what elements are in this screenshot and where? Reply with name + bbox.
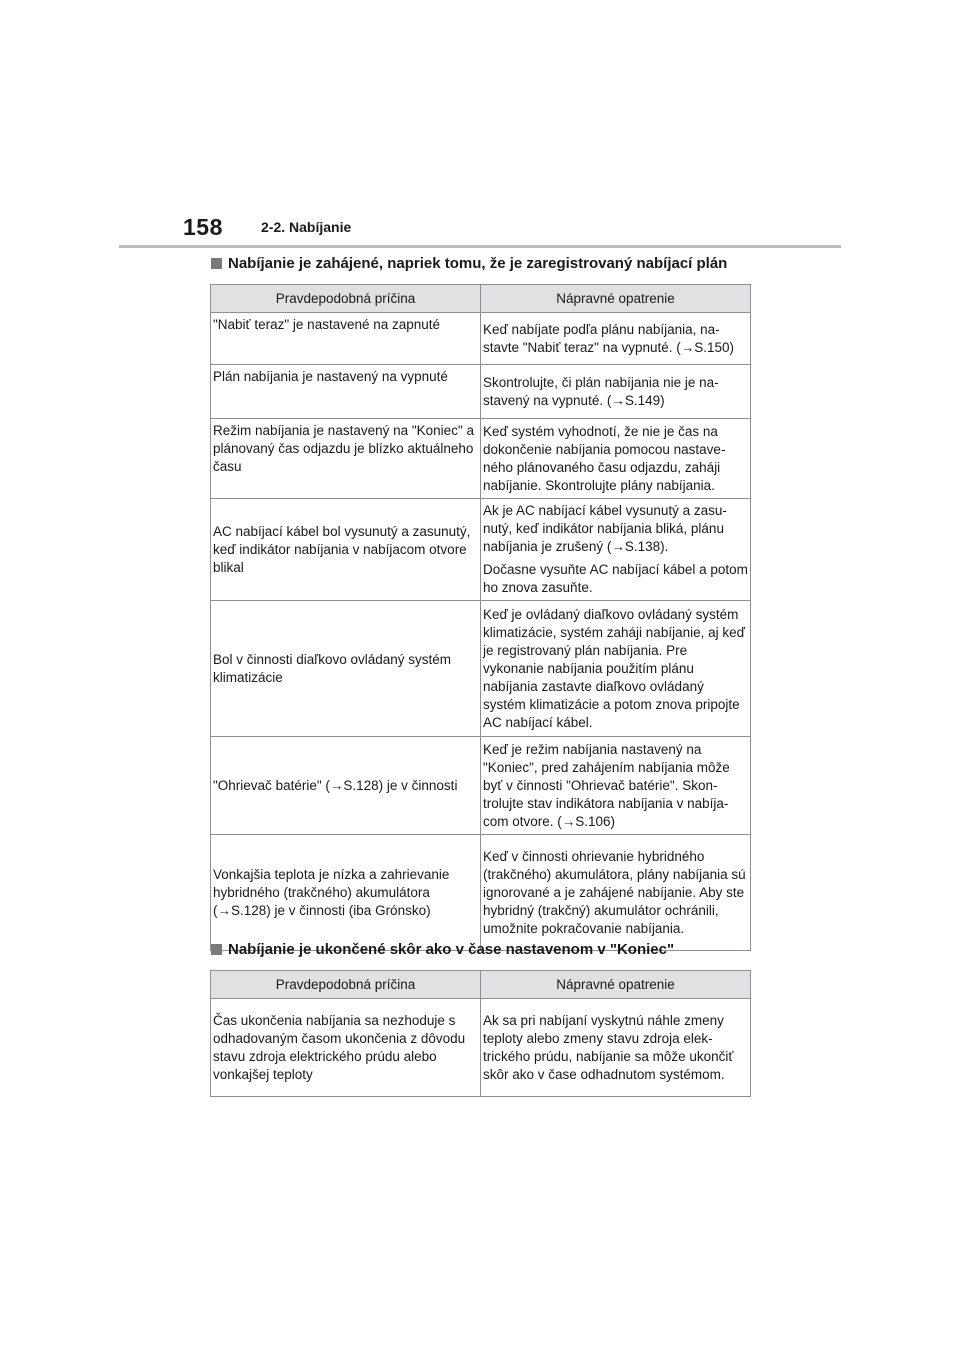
table-row [211, 313, 751, 365]
table-header-row [211, 971, 751, 999]
remedy-text: Keď v činnosti ohrievanie hybridného (trakčného) akumulátora, plány nabíjania sú ignorované a je zahájené nabíjanie. Aby ste hybridný (trakčný) akumulátor ochránili, umožnite pokračovanie nabíjania. [483, 848, 746, 936]
column-header-remedy: Nápravné opatrenie [481, 285, 751, 313]
remedy-cell [481, 999, 751, 1097]
table-row [211, 419, 751, 499]
remedy-text: Dočasne vysuňte AC nabíjací kábel a potom ho znova zasuňte. [483, 562, 748, 595]
troubleshooting-table-charging-ended-early [210, 970, 751, 1097]
table-row [211, 365, 751, 419]
section-heading-charging-ended-early [211, 941, 674, 958]
cause-cell: "Ohrievač batérie" (→S.128) je v činnosti [211, 737, 481, 835]
table-header-row [211, 285, 751, 313]
remedy-cell [481, 737, 751, 835]
header-divider [119, 245, 841, 248]
remedy-cell [481, 601, 751, 737]
section-heading-text: Nabíjanie je zahájené, napriek tomu, že je zaregistrovaný nabíjací plán [228, 255, 728, 272]
cause-cell: Bol v činnosti diaľkovo ovládaný systém klimatizácie [211, 601, 481, 737]
remedy-cell [481, 835, 751, 951]
column-header-remedy: Nápravné opatrenie [481, 971, 751, 999]
remedy-text: Keď nabíjate podľa plánu nabíjania, nastavte "Nabiť teraz" na vypnuté. (→S.150) [483, 321, 735, 355]
remedy-cell [481, 365, 751, 419]
remedy-cell [481, 499, 751, 601]
remedy-text: Keď je režim nabíjania nastavený na "Koniec", pred zahájením nabíjania môže byť v činnosti "Ohrievač batérie". Skontrolujte stav indikátora nabíjania v nabíjacom otvore. (→S.106) [483, 741, 730, 829]
square-bullet-icon [211, 944, 222, 955]
cause-cell: Čas ukončenia nabíjania sa nezhoduje s odhadovaným časom ukončenia z dôvodu stavu zdroja elektrického prúdu alebo vonkajšej teploty [211, 999, 481, 1097]
remedy-text: Keď systém vyhodnotí, že nie je čas na dokončenie nabíjania pomocou nastaveného plánovaného času odjazdu, zaháji nabíjanie. Skontrolujte plány nabíjania. [483, 423, 726, 493]
chapter-title: 2-2. Nabíjanie [261, 219, 352, 235]
section-heading-text: Nabíjanie je ukončené skôr ako v čase nastavenom v "Koniec" [228, 941, 675, 958]
column-header-cause: Pravdepodobná príčina [211, 285, 481, 313]
cause-cell: "Nabiť teraz" je nastavené na zapnuté [211, 313, 481, 365]
remedy-text: Ak sa pri nabíjaní vyskytnú náhle zmeny teploty alebo zmeny stavu zdroja elektrického prúdu, nabíjanie sa môže ukončiť skôr ako v čase odhadnutom systémom. [483, 1012, 734, 1082]
square-bullet-icon [211, 258, 222, 269]
page-number: 158 [183, 214, 223, 240]
cause-cell: Vonkajšia teplota je nízka a zahrievanie hybridného (trakčného) akumulátora (→S.128) je v činnosti (iba Grónsko) [211, 835, 481, 951]
remedy-text: Keď je ovládaný diaľkovo ovládaný systém klimatizácie, systém zaháji nabíjanie, aj keď je registrovaný plán nabíjania. Pre vykonanie nabíjania použitím plánu nabíjania zastavte diaľkovo ovládaný systém klimatizácie a potom znova pripojte AC nabíjací kábel. [483, 606, 745, 730]
troubleshooting-table-charging-started [210, 284, 751, 951]
table-row [211, 835, 751, 951]
table-row [211, 737, 751, 835]
table-row [211, 601, 751, 737]
remedy-text: Ak je AC nabíjací kábel vysunutý a zasunutý, keď indikátor nabíjania bliká, plánu nabíjania je zrušený (→S.138). [483, 503, 727, 554]
table-row [211, 999, 751, 1097]
remedy-cell [481, 419, 751, 499]
cause-cell: Režim nabíjania je nastavený na "Koniec" a plánovaný čas odjazdu je blízko aktuálneho času [211, 419, 481, 499]
table-row [211, 499, 751, 601]
remedy-text: Skontrolujte, či plán nabíjania nie je nastavený na vypnuté. (→S.149) [483, 374, 719, 408]
section-heading-charging-started [211, 255, 727, 272]
column-header-cause: Pravdepodobná príčina [211, 971, 481, 999]
remedy-cell [481, 313, 751, 365]
cause-cell: Plán nabíjania je nastavený na vypnuté [211, 365, 481, 419]
cause-cell: AC nabíjací kábel bol vysunutý a zasunutý, keď indikátor nabíjania v nabíjacom otvore blikal [211, 499, 481, 601]
